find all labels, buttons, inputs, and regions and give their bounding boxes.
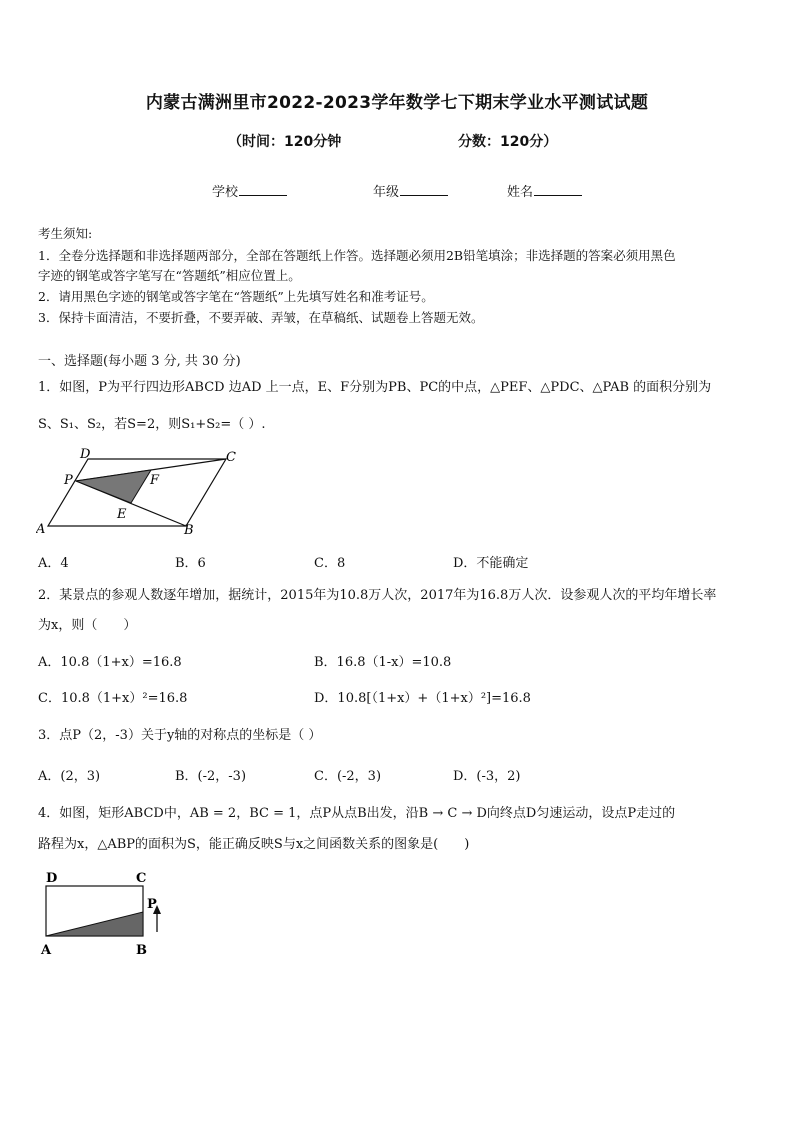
label-b: B <box>136 943 147 958</box>
label-p: P <box>64 473 73 488</box>
grade-field <box>373 181 448 200</box>
q1-parallelogram-figure <box>36 446 246 538</box>
exam-title: 内蒙古满洲里市2022-2023学年数学七下期末学业水平测试试题 <box>145 93 649 113</box>
notice-item: 3．保持卡面清洁，不要折叠，不要弄破、弄皱，在草稿纸、试题卷上答题无效。 <box>38 310 484 325</box>
notice-heading: 考生须知: <box>38 226 93 241</box>
label-e: E <box>117 507 127 522</box>
q2-option-b: B．16.8（1-x）=10.8 <box>314 655 452 670</box>
label-c: C <box>226 450 236 465</box>
notice-item: 字迹的钢笔或答字笔写在“答题纸”相应位置上。 <box>38 268 301 283</box>
notice-item: 2．请用黑色字迹的钢笔或答字笔在“答题纸”上先填写姓名和准考证号。 <box>38 289 434 304</box>
grade-blank <box>400 183 448 196</box>
exam-score: 分数：120分） <box>458 134 558 150</box>
q4-stem-line2: 路程为x，△ABP的面积为S，能正确反映S与x之间函数关系的图象是( ) <box>38 837 470 852</box>
label-d: D <box>46 871 58 886</box>
grade-label: 年级 <box>373 185 400 200</box>
notice-item: 1．全卷分选择题和非选择题两部分，全部在答题纸上作答。选择题必须用2B铅笔填涂；非选择题的答案必须用黑色 <box>38 248 676 263</box>
q2-option-d: D．10.8[（1+x）+（1+x）²]=16.8 <box>314 691 531 706</box>
q1-option-d: D．不能确定 <box>453 556 529 571</box>
exam-time: （时间：120分钟 <box>228 134 342 150</box>
name-label: 姓名 <box>507 185 534 200</box>
section-title: 一、选择题(每小题 3 分, 共 30 分) <box>38 354 241 369</box>
q2-stem-line2: 为x，则（ ） <box>38 618 137 633</box>
label-f: F <box>150 473 160 488</box>
q1-option-c: C．8 <box>314 556 346 571</box>
label-p: P <box>147 897 157 912</box>
q2-option-a: A．10.8（1+x）=16.8 <box>38 655 182 670</box>
q3-option-b: B．(-2，-3) <box>175 769 247 784</box>
q1-option-b: B．6 <box>175 556 206 571</box>
q1-option-a: A．4 <box>38 556 69 571</box>
q2-stem-line1: 2．某景点的参观人数逐年增加，据统计，2015年为10.8万人次，2017年为16.8万人次．设参观人次的平均年增长率 <box>38 588 717 603</box>
q3-stem: 3．点P（2，-3）关于y轴的对称点的坐标是（ ） <box>38 728 322 743</box>
q1-stem-line1: 1．如图，P为平行四边形ABCD 边AD 上一点，E、F分别为PB、PC的中点，△PEF、△PDC、△PAB 的面积分别为 <box>38 380 712 395</box>
q3-option-c: C．(-2，3) <box>314 769 382 784</box>
q3-option-d: D．(-3，2) <box>453 769 521 784</box>
triangle-abp <box>46 912 143 936</box>
label-d: D <box>80 447 91 462</box>
label-c: C <box>136 871 147 886</box>
q2-option-c: C．10.8（1+x）²=16.8 <box>38 691 188 706</box>
label-a: A <box>41 943 52 958</box>
school-field <box>212 181 287 200</box>
q4-rectangle-figure <box>36 866 176 960</box>
label-a: A <box>36 522 46 537</box>
q1-stem-line2: S、S₁、S₂，若S=2，则S₁+S₂=（ ）. <box>38 417 266 432</box>
name-field <box>507 181 582 200</box>
school-blank <box>239 183 287 196</box>
name-blank <box>534 183 582 196</box>
q3-option-a: A．(2，3) <box>38 769 101 784</box>
q4-stem-line1: 4．如图，矩形ABCD中，AB = 2，BC = 1，点P从点B出发，沿B → C → D向终点D匀速运动，设点P走过的 <box>38 806 676 821</box>
label-b: B <box>184 523 194 538</box>
school-label: 学校 <box>212 185 239 200</box>
